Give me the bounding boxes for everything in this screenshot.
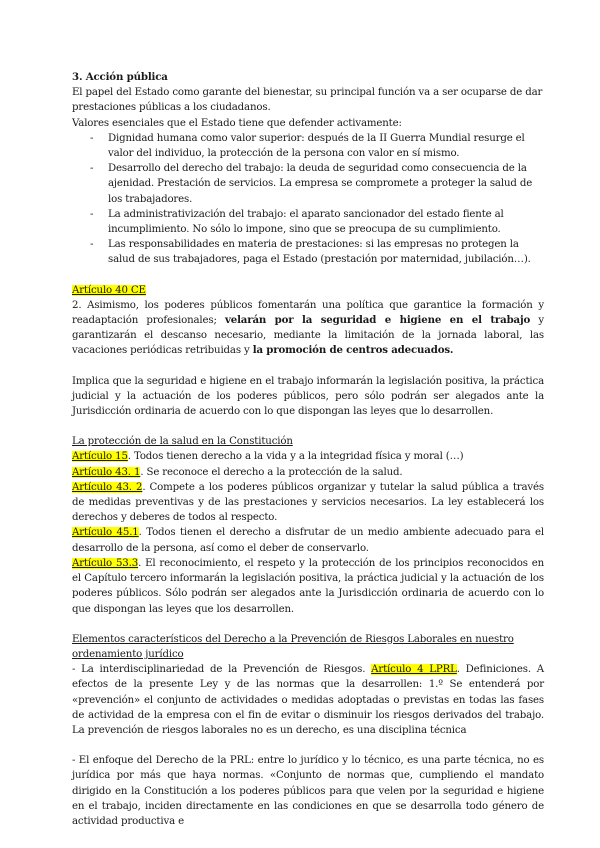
article-entry xyxy=(72,525,544,555)
art40-paragraph xyxy=(72,298,544,359)
list-item: - La administrativización del trabajo: el aparato sancionador del estado fiente al incumplimiento. No sólo lo impone, sino que se preocupa de su cumplimiento. xyxy=(108,207,544,237)
elements-paragraph-2: - El enfoque del Derecho de la PRL: entre lo jurídico y lo técnico, es una parte técnica, no es jurídica por más que haya normas. «Conjunto de normas que, cumpliendo el mandato dirigido en la Constitución a los poderes públicos para que velen por la seguridad e higiene en el trabajo, inciden directamente en las condiciones en que se desarrolla todo género de actividad productiva e xyxy=(72,755,544,827)
elements-text: - La interdisciplinariedad de la Prevención de Riesgos. xyxy=(72,664,372,676)
article-entry xyxy=(72,556,544,617)
values-intro: Valores esenciales que el Estado tiene que defender activamente: xyxy=(72,117,402,129)
list-item: - Dignidad humana como valor superior: después de la II Guerra Mundial resurge el valor del individuo, la protección de la persona con valor en sí mismo. xyxy=(108,131,544,161)
art40-ref-line xyxy=(72,283,544,298)
article-entry xyxy=(72,449,544,464)
article-ref: Artículo 53.3 xyxy=(72,557,139,569)
article-text: . Todos tienen derecho a la vida y a la integridad física y moral (…) xyxy=(127,451,464,463)
elements-paragraph-1 xyxy=(72,662,544,738)
article-ref: Artículo 15 xyxy=(72,451,128,463)
art40-bold-2: la promoción de centros adecuados. xyxy=(252,344,454,357)
article-text: . Se reconoce el derecho a la protección de la salud. xyxy=(140,466,403,478)
article-ref: Artículo 4 LPRL xyxy=(371,664,457,676)
article-ref: Artículo 43. 1 xyxy=(72,466,141,478)
art40-text: 2. Asimismo, los poderes públicos fomentarán una política que garantice la formación y readaptación profesionales; xyxy=(72,299,544,327)
article-text: . El reconocimiento, el respeto y la protección de los principios reconocidos en el Capítulo tercero informarán la legislación positiva, la práctica judicial y la actuación de los poderes públicos. Sólo podrán ser alegados ante la Jurisdicción ordinaria de acuerdo con lo que dispongan las leyes que los desarrollen. xyxy=(72,557,544,615)
art40-bold-1: velarán por la seguridad e higiene en el trabajo xyxy=(224,314,531,327)
elements-heading: Elementos característicos del Derecho a la Prevención de Riesgos Laborales en nuestro ordenamiento jurídico xyxy=(72,633,514,660)
article-ref: Artículo 40 CE xyxy=(72,284,146,296)
intro-paragraph: El papel del Estado como garante del bienestar, su principal función va a ser ocuparse de dar prestaciones públicas a los ciudadanos. xyxy=(72,87,543,114)
article-entry xyxy=(72,480,544,526)
list-item: - Las responsabilidades en materia de prestaciones: si las empresas no protegen la salud de sus trabajadores, paga el Estado (prestación por maternidad, jubilación…). xyxy=(108,237,544,267)
article-ref: Artículo 45.1 xyxy=(72,527,139,539)
constitution-heading: La protección de la salud en la Constitución xyxy=(72,436,293,448)
implica-paragraph: Implica que la seguridad e higiene en el trabajo informarán la legislación positiva, la práctica judicial y la actuación de los poderes públicos, pero sólo podrán ser alegados ante la Jurisdicción ordinaria de acuerdo con lo que dispongan las leyes que lo desarrollen. xyxy=(72,375,544,418)
article-ref: Artículo 43. 2 xyxy=(72,481,143,493)
article-text: . Todos tienen el derecho a disfrutar de un medio ambiente adecuado para el desarrollo de la persona, así como el deber de conservarlo. xyxy=(72,527,544,554)
art40-text-2: y garantizarán el descanso necesario, mediante la limitación de la jornada laboral, las vacaciones periódicas retribuidas y xyxy=(72,315,545,357)
elements-text-2: . Definiciones. A efectos de la presente Ley y de las normas que la desarrollen: 1.º Se entenderá por «prevención» el conjunto de actividades o medidas adoptadas o previstas en todas las fases de actividad de la empresa con el fin de evitar o disminuir los riesgos derivados del trabajo. La prevención de riesgos laborales no es un derecho, es una disciplina técnica xyxy=(72,664,544,736)
section-heading: 3. Acción pública xyxy=(72,71,168,83)
article-entry xyxy=(72,465,544,480)
values-list xyxy=(72,131,544,268)
list-item: - Desarrollo del derecho del trabajo: la deuda de seguridad como consecuencia de la ajenidad. Prestación de servicios. La empresa se compromete a proteger la salud de los trabajadores. xyxy=(108,161,544,207)
article-text: . Compete a los poderes públicos organizar y tutelar la salud pública a través de medidas preventivas y de las prestaciones y servicios necesarios. La ley establecerá los derechos y deberes de todos al respecto. xyxy=(72,481,544,524)
